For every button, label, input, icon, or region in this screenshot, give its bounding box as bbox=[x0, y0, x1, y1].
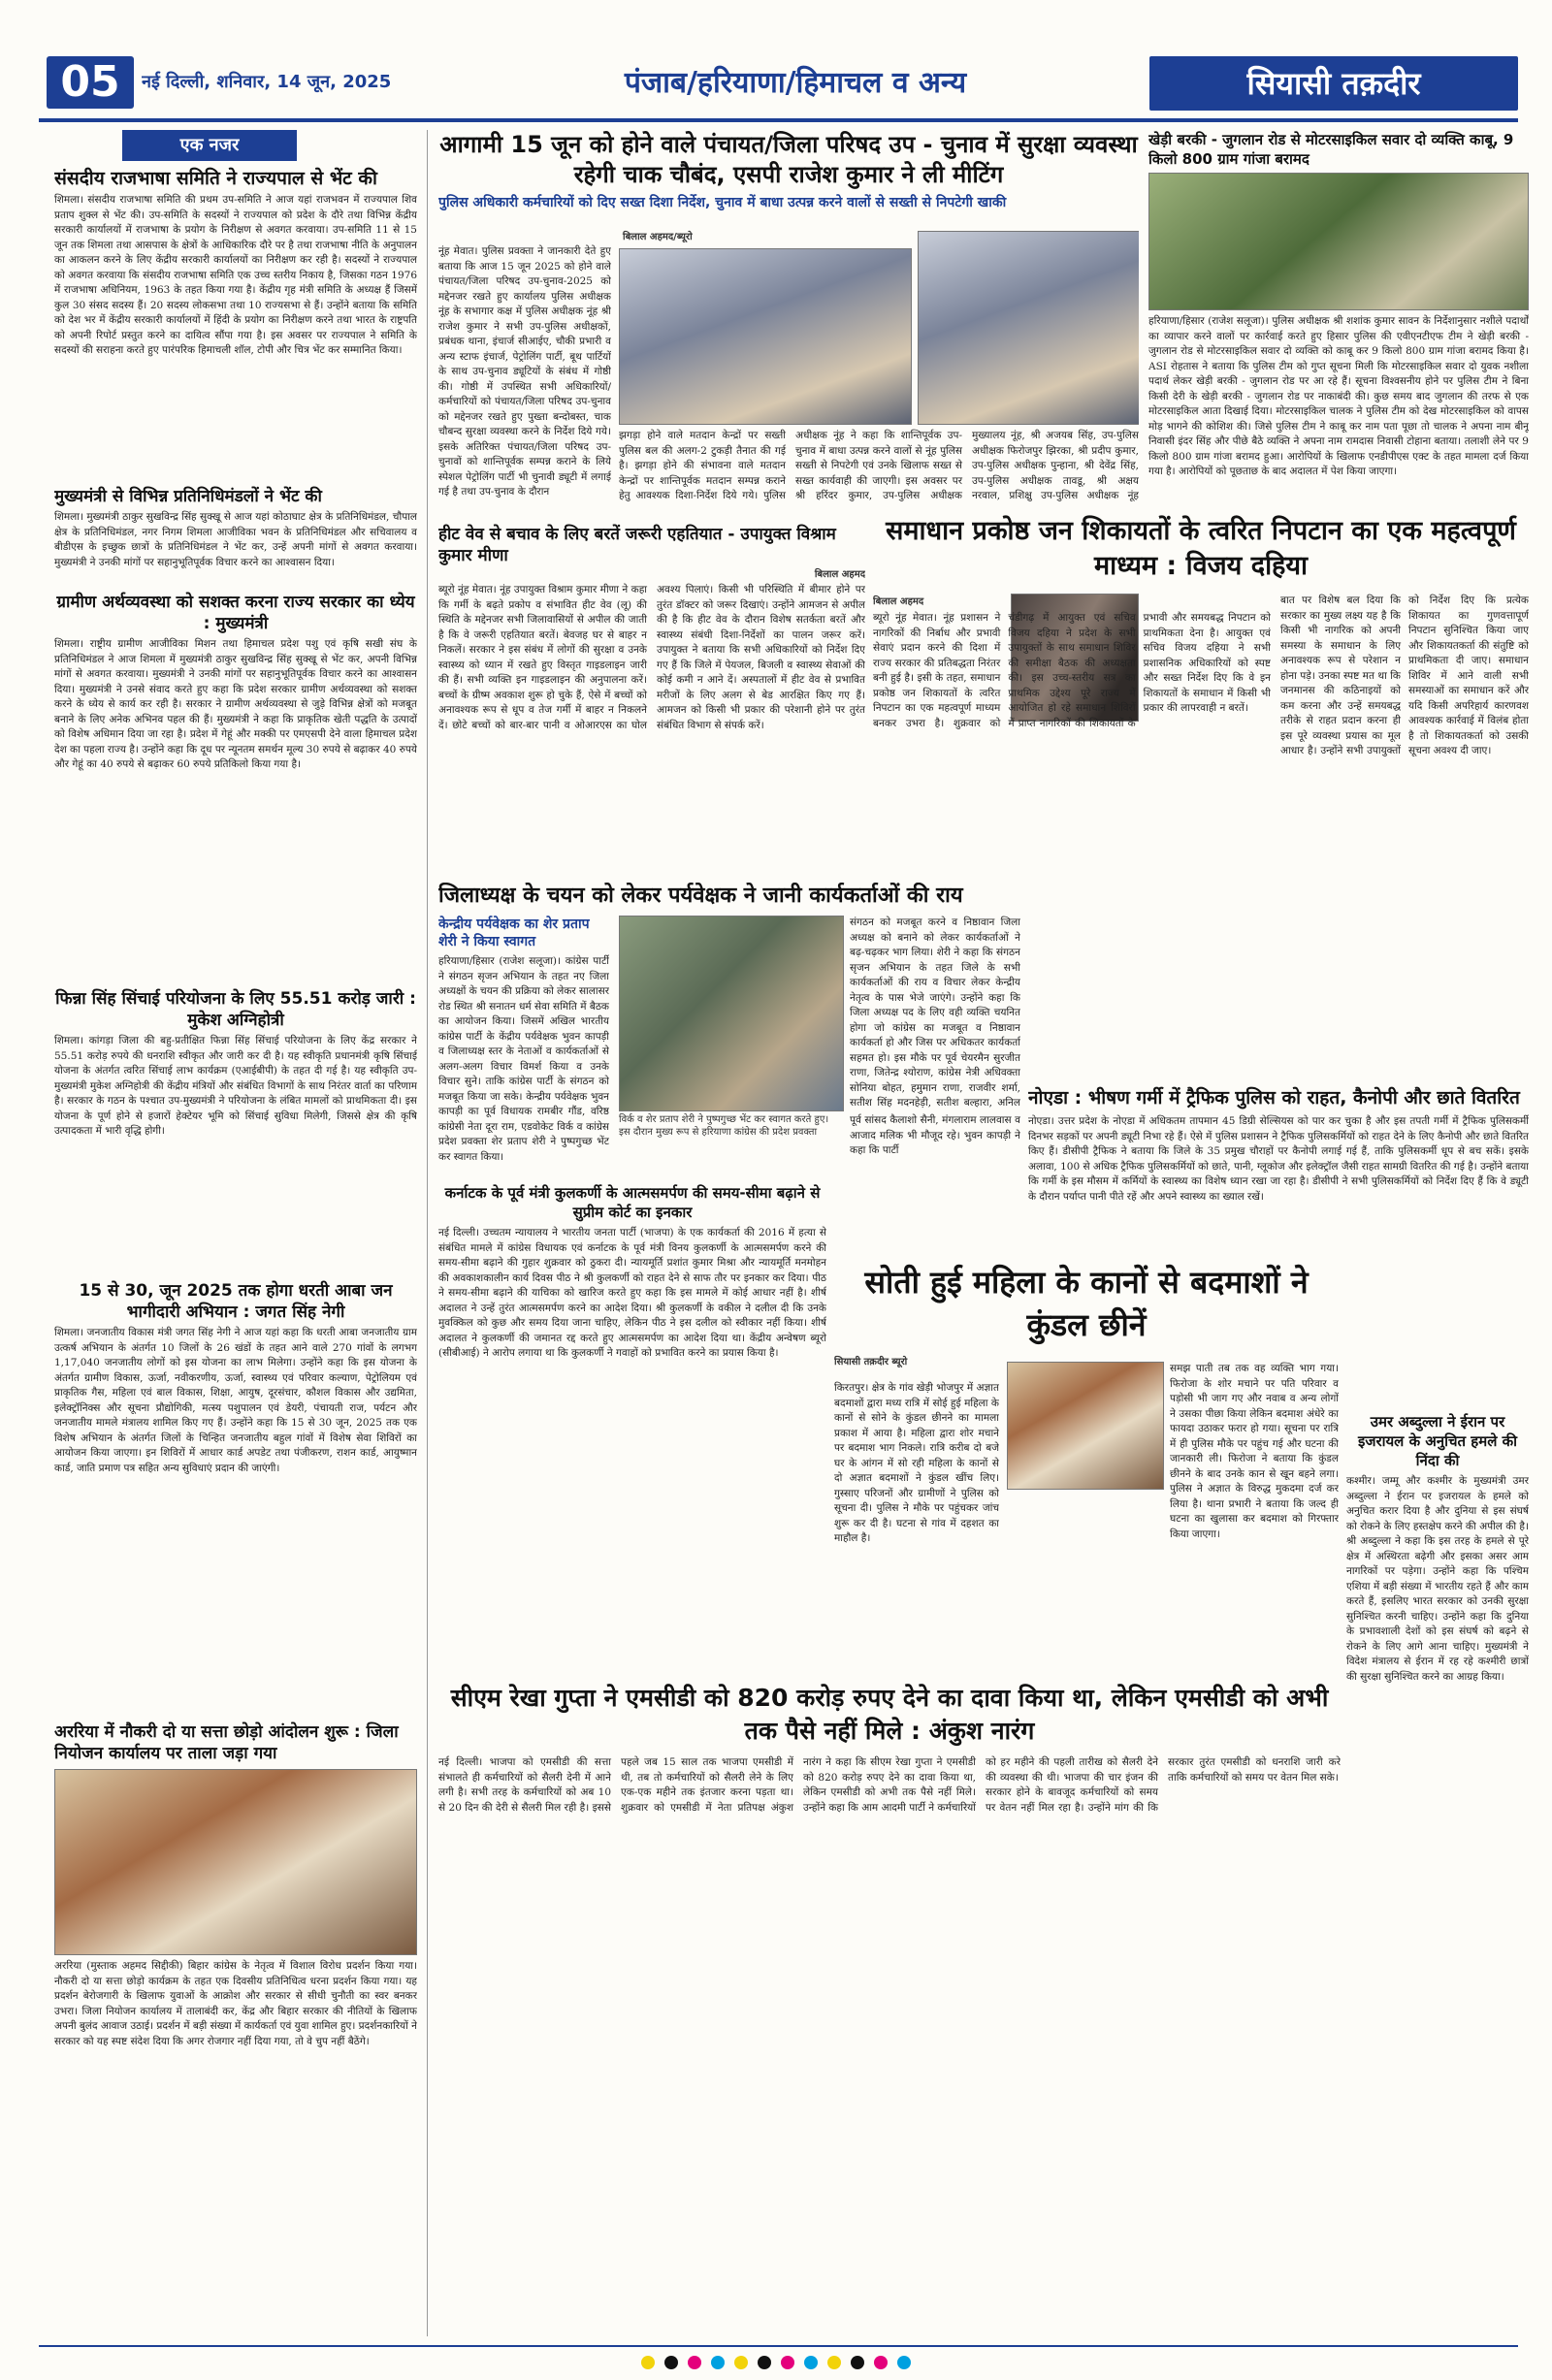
rekha-body: नई दिल्ली। भाजपा को एमसीडी की सत्ता संभालते ही कर्मचारियों को सैलरी देनी में आने लगी है। सभी तरह के कर्मचारियों को अब 10 से 20 दिन की देरी से सैलरी मिल रही है। इससे पहले जब 15 साल तक भाजपा एमसीडी में थी, तब तो कर्मचारियों को सैलरी लेने के लिए एक-एक महीने तक इंतजार करना पड़ता था। शुक्रवार को एमसीडी में नेता प्रतिपक्ष अंकुश नारंग ने कहा कि सीएम रेखा गुप्ता ने एमसीडी को 820 करोड़ रुपए देने का दावा किया था, लेकिन एमसीडी को अभी तक पैसे नहीं मिले। उन्होंने कहा कि आम आदमी पार्टी ने कर्मचारियों को हर महीने की पहली तारीख को सैलरी देने की व्यवस्था की थी। भाजपा की चार इंजन की सरकार होने के बावजूद कर्मचारियों को समय पर वेतन नहीं मिल रहा है। उन्होंने मांग की कि सरकार तुरंत एमसीडी को धनराशि जारी करे ताकि कर्मचारियों को समय पर वेतन मिल सके। bbox=[438, 1756, 1341, 1814]
umar-story bbox=[1346, 1412, 1529, 1936]
jila-story bbox=[438, 883, 1020, 1174]
noida-body: नोएडा। उत्तर प्रदेश के नोएडा में अधिकतम तापमान 45 डिग्री सेल्सियस को पार कर चुका है और इस तपती गर्मी में ट्रैफिक पुलिसकर्मी दिनभर सड़कों पर अपनी ड्यूटी निभा रहे हैं। ऐसे में पुलिस प्रशासन ने ट्रैफिक पुलिसकर्मियों को राहत देने के लिए कैनोपी और छाते वितरित किए हैं। डीसीपी ट्रैफिक ने बताया कि जिले के 35 प्रमुख चौराहों पर कैनोपी लगाई गई हैं, ताकि पुलिसकर्मी धूप से बच सकें। इसके अलावा, 100 से अधिक ट्रैफिक पुलिसकर्मियों को छाते, पानी, ग्लूकोज और इलेक्ट्रॉल जैसी राहत सामग्री वितरित की गई है। उन्होंने बताया कि गर्मी के इस मौसम में कर्मियों के स्वास्थ्य का विशेष ध्यान रखा जा रहा है। डीसीपी ने सभी पुलिसकर्मियों को निर्देश दिए हैं कि वे ड्यूटी के दौरान पर्याप्त पानी पीते रहें और अपने स्वास्थ्य का ख्याल रखें। bbox=[1028, 1115, 1529, 1203]
karnataka-headline: कर्नाटक के पूर्व मंत्री कुलकर्णी के आत्मसमर्पण की समय-सीमा बढ़ाने से सुप्रीम कोर्ट का इनकार bbox=[444, 1184, 821, 1221]
drug-seizure-photo bbox=[1148, 173, 1529, 310]
kundal-body-2: समझ पाती तब तक वह व्यक्ति भाग गया। फिरोजा के शोर मचाने पर पति परिवार व पड़ोसी भी जाग गए और नवाब व अन्य लोगों ने उसका पीछा किया लेकिन बदमाश अंधेरे का फायदा उठाकर फरार हो गया। सूचना पर रात्रि में ही पुलिस मौके पर पहुंच गई और घटना की जानकारी ली। फिरोजा ने बताया कि कुंडल छीनने के बाद उनके कान से खून बहने लगा। पुलिस ने अज्ञात के विरुद्ध मुकदमा दर्ज कर लिया है। थाना प्रभारी ने बताया कि जल्द ही घटना का खुलासा कर बदमाश को गिरफ्तार किया जाएगा। bbox=[1170, 1363, 1339, 1540]
kundal-story bbox=[834, 1261, 1339, 1668]
story-rajbhasha: शिमला। संसदीय राजभाषा समिति की प्रथम उप-समिति ने आज यहां राजभवन में राज्यपाल शिव प्रताप शुक्ल से भेंट की। उप-समिति के सदस्यों ने राज्यपाल को प्रदेश के दौरे तथा विभिन्न केंद्रीय सरकारी कार्यालयों में राजभाषा के प्रयोग के निरीक्षण से अवगत करवाया। उप-समिति 11 से 15 जून तक शिमला तथा आसपास के क्षेत्रों के आधिकारिक दौरे पर है तथा राजभाषा नीति के अनुपालन का आकलन करने के लिए केंद्रीय सरकारी कार्यालयों का निरीक्षण कर रही है। सदस्यों ने राज्यपाल को अवगत करवाया कि संसदीय राजभाषा समिति एक उच्च स्तरीय निकाय है, जिसका गठन 1976 में राजभाषा अधिनियम, 1963 के तहत किया गया है। केंद्रीय गृह मंत्री समिति के अध्यक्ष हैं जिसमें कुल 30 संसद सदस्य हैं। 20 सदस्य लोकसभा तथा 10 राज्यसभा से हैं। उन्होंने बताया कि समिति को देश भर में केंद्रीय सरकारी कार्यालयों में हिंदी के प्रयोग का निरीक्षण करने तथा भारत के राष्ट्रपति को अपनी रिपोर्ट प्रस्तुत करने का दायित्व सौंपा गया है। इस अवसर पर राज्यपाल ने समिति के सदस्यों की सराहना करते हुए पारंपरिक हिमाचली शॉल, टोपी और चित्र भेंट कर सम्मानित किया। bbox=[54, 194, 417, 356]
heatwave-headline: हीट वेव से बचाव के लिए बरतें जरूरी एहतियात - उपायुक्त विश्राम कुमार मीणा bbox=[438, 525, 836, 565]
story-cm-delegations: शिमला। मुख्यमंत्री ठाकुर सुखविन्द्र सिंह सुक्खू से आज यहां कोठाघाट क्षेत्र के प्रतिनिधिमंडल, चौपाल क्षेत्र के प्रतिनिधिमंडल, नगर निगम शिमला आजीविका भवन के प्रतिनिधिमंडल और सचिवालय व बीडीएस के इच्छुक छात्रों के प्रतिनिधिमंडल ने भेंट कर, उन्हें अपनी मांगों से अवगत करवाया। मुख्यमंत्री ने उनकी मांगों पर सहानुभूतिपूर्वक विचार करने का आश्वासन दिया। bbox=[54, 511, 417, 568]
headline-finna-singh: फिन्ना सिंह सिंचाई परियोजना के लिए 55.51 करोड़ जारी : मुकेश अग्निहोत्री bbox=[55, 989, 416, 1030]
left-column bbox=[54, 130, 417, 2336]
print-registration-marks bbox=[155, 2353, 1397, 2372]
victim-photo bbox=[1007, 1362, 1164, 1490]
vijay-body-2: बात पर विशेष बल दिया कि सरकार का मुख्य लक्ष्य यह है कि किसी भी नागरिक को अपनी समस्या के समाधान के लिए अनावश्यक रूप से परेशान न होना पड़े। उनका स्पष्ट मत था कि जनमानस की कठिनाइयों को कम करना और उन्हें समयबद्ध तरीके से राहत प्रदान करना ही इस पूरे व्यवस्था प्रयास का मूल आधार है। उन्होंने सभी उपायुक्तों को निर्देश दिए कि प्रत्येक शिकायत का गुणवत्तापूर्ण निपटान सुनिश्चित किया जाए और शिकायतकर्ता की संतुष्टि को प्राथमिकता दी जाए। समाधान शिविर में आने वाली सभी समस्याओं का समाधान करें और यदि किसी अपरिहार्य कारणवश आवश्यक कार्रवाई में विलंब होता है तो शिकायतकर्ता को उसकी सूचना अवश्य दी जाए। bbox=[1280, 595, 1529, 756]
police-meeting-photo bbox=[619, 248, 912, 425]
kundal-headline: सोती हुई महिला के कानों से बदमाशों ने कुंडल छीनें bbox=[864, 1264, 1309, 1343]
story-rural-economy: शिमला। राष्ट्रीय ग्रामीण आजीविका मिशन तथा हिमाचल प्रदेश पशु एवं कृषि सखी संघ के प्रतिनिधिमंडल ने आज शिमला में मुख्यमंत्री ठाकुर सुखविन्द्र सिंह सुक्खू से भेंट कर, अपनी विभिन्न मांगों से अवगत करवाया। मुख्यमंत्री ने उनकी मांगों पर सहानुभूतिपूर्वक विचार करने का आश्वासन दिया। मुख्यमंत्री ने उनसे संवाद करते हुए कहा कि प्रदेश सरकार ग्रामीण अर्थव्यवस्था को सशक्त करने के ध्येय से कार्य कर रही है। सरकार ने ग्रामीण अर्थव्यवस्था से जुड़े विभिन्न क्षेत्रों को मजबूत बनाने के लिए अनेक अभिनव पहल की हैं। मुख्यमंत्री ने कहा कि प्राकृतिक खेती पद्धति के उत्पादों को विशेष अधिमान दिया जा रहा है। प्रदेश में गेहूं और मक्की पर एमएसपी देने वाला हिमाचल प्रदेश देश का पहला राज्य है। उन्होंने कहा कि दूध पर न्यूनतम समर्थन मूल्य 30 रुपये से बढ़ाकर 40 रुपये और गेहूं का 40 रुपये से बढ़ाकर 60 रुपये प्रतिकिलो किया गया है। bbox=[54, 638, 417, 770]
umar-headline: उमर अब्दुल्ला ने ईरान पर इजरायल के अनुचित हमले की निंदा की bbox=[1357, 1413, 1518, 1469]
jila-headline: जिलाध्यक्ष के चयन को लेकर पर्यवेक्षक ने जानी कार्यकर्ताओं की राय bbox=[438, 884, 963, 908]
vijay-headline: समाधान प्रकोष्ठ जन शिकायतों के त्वरित निपटान का एक महत्वपूर्ण माध्यम : विजय दहिया bbox=[886, 516, 1516, 581]
kundal-body: किरतपुर। क्षेत्र के गांव खेड़ी भोजपुर में अज्ञात बदमाशों द्वारा मध्य रात्रि में सोई हुई महिला के कानों से सोने के कुंडल छीनने का मामला प्रकाश में आया है। महिला द्वारा शोर मचाने पर बदमाश भाग निकले। रात्रि करीब दो बजे घर के आंगन में सो रही महिला के कानों से दो अज्ञात बदमाशों ने कुंडल खींच लिए। गुस्साए परिजनों और ग्रामीणों ने पुलिस को सूचना दी। पुलिस ने मौके पर पहुंचकर जांच शुरू कर दी है। घटना से गांव में दहशत का माहौल है। bbox=[834, 1382, 999, 1544]
section-title: पंजाब/हरियाणा/हिमाचल व अन्य bbox=[624, 66, 967, 100]
congress-welcome-photo bbox=[619, 916, 844, 1111]
noida-headline: नोएडा : भीषण गर्मी में ट्रैफिक पुलिस को राहत, कैनोपी और छाते वितरित bbox=[1028, 1087, 1520, 1109]
registration-dot bbox=[897, 2356, 911, 2369]
lead-headline: आगामी 15 जून को होने वाले पंचायत/जिला परिषद उप - चुनाव में सुरक्षा व्यवस्था रहेगी चाक चौबंद, एसपी राजेश कुमार ने ली मीटिंग bbox=[439, 131, 1138, 188]
story-dharti-aaba: शिमला। जनजातीय विकास मंत्री जगत सिंह नेगी ने आज यहां कहा कि धरती आबा जनजातीय ग्राम उत्कर्ष अभियान के अंतर्गत 10 जिलों के 26 खंडों के तहत आने वाले 270 गांवों के लगभग 1,17,040 जनजातीय लोगों को इस योजना का लाभ मिलेगा। उन्होंने कहा कि इस योजना के अंतर्गत ग्रामीण विकास, ऊर्जा, नवीकरणीय, ऊर्जा, स्वास्थ्य एवं परिवार कल्याण, पेट्रोलियम एवं प्राकृतिक गैस, महिला एवं बाल विकास, शिक्षा, आयुष, दूरसंचार, कौशल विकास और उद्यमिता, इलेक्ट्रॉनिक्स और सूचना प्रौद्योगिकी, मत्स्य पशुपालन एवं डेयरी, पंचायती राज, पर्यटन और जनजातीय मामले मंत्रालय शामिल किए गए हैं। उन्होंने कहा कि 15 से 30 जून, 2025 तक एक विशेष अभियान के अंतर्गत जिलों के चिन्हित जनजातीय बहुल गांवों में विशेष सेवा शिविरों का आयोजन किया जाएगा। इन शिविरों में आधार कार्ड अपडेट तथा पंजीकरण, राशन कार्ड, आयुष्मान कार्ड, जाति प्रमाण पत्र सहित अन्य सुविधाएं प्रदान की जाएंगी। bbox=[54, 1327, 417, 1474]
dateline: नई दिल्ली, शनिवार, 14 जून, 2025 bbox=[142, 72, 392, 92]
headline-rural-economy: ग्रामीण अर्थव्यवस्था को सशक्त करना राज्य सरकार का ध्येय : मुख्यमंत्री bbox=[56, 593, 415, 633]
header-rule bbox=[39, 118, 1518, 122]
headline-dharti-aaba: 15 से 30, जून 2025 तक होगा धरती आबा जन भागीदारी अभियान : जगत सिंह नेगी bbox=[79, 1281, 393, 1322]
araria-protest-photo bbox=[54, 1769, 417, 1955]
lead-story bbox=[438, 130, 1139, 518]
registration-dot bbox=[851, 2356, 864, 2369]
headline-cm-delegations: मुख्यमंत्री से विभिन्न प्रतिनिधिमंडलों ने भेंट की bbox=[54, 487, 322, 506]
heatwave-body: ब्यूरो नूंह मेवात। नूंह उपायुक्त विश्राम कुमार मीणा ने कहा कि गर्मी के बढ़ते प्रकोप व संभावित हीट वेव (लू) की स्थिति के मद्देनजर सभी जिलावासियों से अपील की जाती है कि वे जरूरी एहतियात बरतें। बेवजह घर से बाहर न निकलें। सरकार ने इस संबंध में लोगों की सुरक्षा व उनके स्वास्थ्य को ध्यान में रखते हुए विस्तृत गाइडलाइन जारी की हैं। सभी व्यक्ति इन गाइडलाइन की अनुपालना करें। बच्चों के ग्रीष्म अवकाश शुरू हो चुके हैं, ऐसे में बच्चों को अनावश्यक रूप से धूप व तेज गर्मी में बाहर न निकलने दें। छोटे बच्चों को बार-बार पानी व ओआरएस का घोल अवश्य पिलाएं। किसी भी परिस्थिति में बीमार होने पर तुरंत डॉक्टर को जरूर दिखाएं। उन्होंने आमजन से अपील की है कि हीट वेव के दौरान विशेष सतर्कता बरतें और स्वास्थ्य संबंधी दिशा-निर्देशों का पालन जरूर करें। उपायुक्त ने बताया कि सभी अधिकारियों को निर्देश दिए गए हैं कि जिले में पेयजल, बिजली व स्वास्थ्य सेवाओं की कोई कमी न आने दें। अस्पतालों में हीट वेव से प्रभावित मरीजों के लिए अलग से बेड आरक्षित किए गए हैं। आमजन को किसी भी प्रकार की परेशानी होने पर तुरंत संबंधित विभाग से संपर्क करें। bbox=[438, 584, 865, 731]
jila-subhead: केन्द्रीय पर्यवेक्षक का शेर प्रताप शेरी ने किया स्वागत bbox=[438, 917, 590, 949]
registration-dot bbox=[804, 2356, 818, 2369]
karnataka-body: नई दिल्ली। उच्चतम न्यायालय ने भारतीय जनता पार्टी (भाजपा) के एक कार्यकर्ता की 2016 में हत्या से संबंधित मामले में कांग्रेस विधायक एवं कर्नाटक के पूर्व मंत्री विनय कुलकर्णी के आत्मसमर्पण करने की समय-सीमा बढ़ाने की गुहार शुक्रवार को ठुकरा दी। न्यायमूर्ति प्रशांत कुमार मिश्रा और न्यायमूर्ति मनमोहन की अवकाशकालीन कार्य दिवस पीठ ने श्री कुलकर्णी को राहत देने से साफ तौर पर इनकार कर दिया। पीठ ने समय-सीमा बढ़ाने की याचिका को खारिज करते हुए कहा कि इस मामले में कोई आधार नहीं है। शीर्ष अदालत ने उन्हें तुरंत आत्मसमर्पण करने का आदेश दिया। श्री कुलकर्णी के वकील ने दलील दी कि उनके मुवक्किल को कुछ और समय दिया जाना चाहिए, लेकिन पीठ ने इस दलील को स्वीकार नहीं किया। शीर्ष अदालत ने कुलकर्णी की जमानत रद्द करते हुए आत्मसमर्पण का आदेश दिया था। केंद्रीय अन्वेषण ब्यूरो (सीबीआई) ने आरोप लगाया था कि कुलकर्णी ने गवाहों को प्रभावित करने का प्रयास किया है। bbox=[438, 1227, 826, 1359]
registration-dot bbox=[664, 2356, 678, 2369]
headline-rajbhasha: संसदीय राजभाषा समिति ने राज्यपाल से भेंट की bbox=[54, 168, 377, 189]
rekha-headline: सीएम रेखा गुप्ता ने एमसीडी को 820 करोड़ रुपए देने का दावा किया था, लेकिन एमसीडी को अभी तक पैसे नहीं मिले : अंकुश नारंग bbox=[450, 1684, 1329, 1745]
kundal-byline: सियासी तक़दीर ब्यूरो bbox=[834, 1357, 908, 1367]
headline-araria: अररिया में नौकरी दो या सत्ता छोड़ो आंदोलन शुरू : जिला नियोजन कार्यालय पर ताला जड़ा गया bbox=[54, 1722, 399, 1763]
lead-byline: बिलाल अहमद/ब्यूरो bbox=[623, 232, 693, 242]
registration-dot bbox=[827, 2356, 841, 2369]
heatwave-story bbox=[438, 524, 865, 873]
ek-nazar-tag: एक नजर bbox=[122, 130, 297, 161]
story-finna-singh: शिमला। कांगड़ा जिला की बहु-प्रतीक्षित फिन्ना सिंह सिंचाई परियोजना के लिए केंद्र सरकार ने 55.51 करोड़ रुपये की धनराशि स्वीकृत और जारी कर दी है। यह स्वीकृति प्रधानमंत्री कृषि सिंचाई योजना के अंतर्गत त्वरित सिंचाई लाभ कार्यक्रम (एआईबीपी) के तहत दी गई है। यह स्वीकृति उप-मुख्यमंत्री मुकेश अग्निहोत्री की केंद्रीय मंत्रियों और संबंधित विभागों के साथ निरंतर वार्ता का परिणाम है। सरकार के गठन के पश्चात उप-मुख्यमंत्री ने परियोजना के लंबित मामलों को प्राथमिकता दी। इस योजना के पूर्ण होने से हजारों हेक्टेयर भूमि को सिंचाई सुविधा मिलेगी, जिससे क्षेत्र की कृषि उत्पादकता में भारी वृद्धि होगी। bbox=[54, 1035, 417, 1137]
drug-seizure-story bbox=[1148, 130, 1529, 537]
registration-dot bbox=[688, 2356, 701, 2369]
registration-dot bbox=[758, 2356, 771, 2369]
police-meeting-photo-2 bbox=[918, 231, 1139, 425]
registration-dot bbox=[734, 2356, 748, 2369]
footer-rule bbox=[39, 2345, 1518, 2347]
registration-dot bbox=[874, 2356, 888, 2369]
page-number: 05 bbox=[47, 56, 134, 109]
jila-body: हरियाणा/हिसार (राजेश सलूजा)। कांग्रेस पार्टी ने संगठन सृजन अभियान के तहत नए जिला अध्यक्षों के चयन की प्रक्रिया को लेकर सालासर रोड स्थित श्री सनातन धर्म सेवा समिति में बैठक का आयोजन किया। जिसमें अखिल भारतीय कांग्रेस पार्टी के केंद्रीय पर्यवेक्षक भुवन कापड़ी व जिलाध्यक्ष स्तर के नेताओं व कार्यकर्ताओं से अलग-अलग विचार विमर्श किया व उनके विचार सुने। ताकि कांग्रेस पार्टी के संगठन को मजबूत किया जा सके। केन्द्रीय पर्यवेक्षक भुवन कापड़ी का पूर्व विधायक रामबीर गौंड, वरिष्ठ कांग्रेसी नेता दूरा राम, एडवोकेट विर्क व कांग्रेस प्रदेश प्रवक्ता शेर प्रताप शेरी ने पुष्पगुच्छ भेंट कर स्वागत किया। bbox=[438, 955, 609, 1163]
vijay-byline: बिलाल अहमद bbox=[873, 596, 924, 607]
registration-dot bbox=[711, 2356, 725, 2369]
vijay-body: ब्यूरो नूंह मेवात। नूंह प्रशासन ने नागरिकों की निर्बाध और प्रभावी सेवाएं प्रदान करने की दिशा में राज्य सरकार की प्रतिबद्धता निरंतर बनी हुई है। इसी के तहत, समाधान प्रकोष्ठ जन शिकायतों के त्वरित निपटान का एक महत्वपूर्ण माध्यम बनकर उभरा है। शुक्रवार को चंडीगढ़ में आयुक्त एवं सचिव विजय दहिया ने प्रदेश के सभी उपायुक्तों के साथ समाधान शिविर की समीक्षा बैठक की अध्यक्षता की। इस उच्च-स्तरीय सत्र का प्राथमिक उद्देश्य पूरे राज्य में आयोजित हो रहे समाधान शिविरों में प्राप्त नागरिकों की शिकायतों के प्रभावी और समयबद्ध निपटान को प्राथमिकता देना है। आयुक्त एवं सचिव विजय दहिया ने सभी प्रशासनिक अधिकारियों को स्पष्ट और सख्त निर्देश दिए कि वे इन शिकायतों के समाधान में किसी भी प्रकार की लापरवाही न बरतें। bbox=[873, 612, 1271, 729]
jila-body-2: संगठन को मजबूत करने व निष्ठावान जिला अध्यक्ष को बनाने को लेकर कार्यकर्ताओं ने बढ़-चढ़कर भाग लिया। शेरी ने कहा कि संगठन सृजन अभियान के तहत जिले के सभी कार्यकर्ताओं की राय व विचार लेकर केन्द्रीय नेतृत्व के पास भेजे जाएंगे। उन्होंने कहा कि जिला अध्यक्ष पद के लिए वही व्यक्ति चयनित होगा जो कांग्रेस का मजबूत व निष्ठावान कार्यकर्ता हो और जिस पर अधिकतर कार्यकर्ता सहमत हो। इस मौके पर पूर्व चेयरमैन सुरजीत राणा, जितेन्द्र श्योराण, कांग्रेस नेत्री अधिवक्ता सोनिया बोहत, हमुमान राणा, राजवीर शर्मा, सतीश सिंह मदनहेड़ी, सतीश बल्हारा, अनिल bbox=[850, 917, 1020, 1109]
column-rule bbox=[427, 130, 428, 2336]
registration-dot bbox=[781, 2356, 794, 2369]
lead-subhead: पुलिस अधिकारी कर्मचारियों को दिए सख्त दिशा निर्देश, चुनाव में बाधा उत्पन्न करने वालों से सख्ती से निपटेगी खाकी bbox=[438, 195, 1007, 210]
drug-headline: खेड़ी बरकी - जुगलान रोड से मोटरसाइकिल सवार दो व्यक्ति काबू, 9 किलो 800 ग्राम गांजा बरामद bbox=[1148, 131, 1514, 168]
story-araria: अररिया (मुस्ताक अहमद सिद्दीकी) बिहार कांग्रेस के नेतृत्व में विशाल विरोध प्रदर्शन किया गया। नौकरी दो या सत्ता छोड़ो कार्यक्रम के तहत एक दिवसीय प्रतिनिधित्व धरना प्रदर्शन किया गया। यह प्रदर्शन बेरोजगारी के खिलाफ युवाओं के आक्रोश और सरकार से सीधी चुनौती का स्वर बनकर उभरा। जिला नियोजन कार्यालय में तालाबंदी कर, केंद्र और बिहार सरकार की नीतियों के खिलाफ अपनी बुलंद आवाज उठाई। प्रदर्शन में बड़ी संख्या में कार्यकर्ता एवं युवा शामिल हुए। प्रदर्शनकारियों ने सरकार को यह स्पष्ट संदेश दिया कि अगर रोजगार नहीं दिया गया, तो वे चुप नहीं बैठेंगे। bbox=[54, 1960, 417, 2047]
umar-body: कश्मीर। जम्मू और कश्मीर के मुख्यमंत्री उमर अब्दुल्ला ने ईरान पर इजरायल के हमले को अनुचित करार दिया है और दुनिया से इस संघर्ष को रोकने के लिए हस्तक्षेप करने की अपील की है। श्री अब्दुल्ला ने कहा कि इस तरह के हमले से पूरे क्षेत्र में अस्थिरता बढ़ेगी और इसका असर आम नागरिकों पर पड़ेगा। उन्होंने कहा कि पश्चिम एशिया में बड़ी संख्या में भारतीय रहते हैं और काम करते हैं, इसलिए भारत सरकार को उनकी सुरक्षा सुनिश्चित करनी चाहिए। उन्होंने कहा कि दुनिया के प्रभावशाली देशों को इस संघर्ष को बढ़ने से रोकने के लिए आगे आना चाहिए। मुख्यमंत्री ने विदेश मंत्रालय से ईरान में रह रहे कश्मीरी छात्रों की सुरक्षा सुनिश्चित करने का आग्रह किया। bbox=[1346, 1475, 1529, 1683]
rekha-story bbox=[438, 1682, 1341, 1973]
registration-dot bbox=[641, 2356, 655, 2369]
jila-body-3: पूर्व सांसद कैलाशो सैनी, मंगलाराम लालवास व आजाद मलिक भी मौजूद रहे। भुवन कापड़ी ने कहा कि पार्टी bbox=[850, 1114, 1020, 1156]
lead-body-2: झगड़ा होने वाले मतदान केन्द्रों पर सख्ती पुलिस बल की अलग-2 टुकड़ी तैनात की गई है। झगड़ा होने की संभावना वाले मतदान केन्द्रों पर शान्तिपूर्वक मतदान सम्पन्न कराने हेतु आवश्यक दिशा-निर्देश दिये गये। पुलिस अधीक्षक नूंह ने कहा कि शान्तिपूर्वक उप-चुनाव में बाधा उत्पन्न करने वालों से नूंह पुलिस सख्ती से निपटेगी एवं उनके खिलाफ सख्त से सख्त कार्यवाही की जाएगी। इस अवसर पर श्री हरिंदर कुमार, उप-पुलिस अधीक्षक मुख्यालय नूंह, श्री अजयब सिंह, उप-पुलिस अधीक्षक फिरोजपुर झिरका, श्री प्रदीप कुमार, उप-पुलिस अधीक्षक पुन्हाना, श्री देवेंद्र सिंह, उप-पुलिस अधीक्षक तावडू, श्री अक्षय नरवाल, प्रशिक्षु उप-पुलिस अधीक्षक नूंह bbox=[619, 430, 1139, 501]
heatwave-byline: बिलाल अहमद bbox=[814, 569, 865, 580]
jila-caption: विर्क व शेर प्रताप शेरी ने पुष्पगुच्छ भेंट कर स्वागत करते हुए। इस दौरान मुख्य रूप से हरियाणा कांग्रेस की प्रदेश प्रवक्ता bbox=[619, 1114, 829, 1138]
masthead: सियासी तक़दीर bbox=[1149, 56, 1518, 111]
drug-body: हरियाणा/हिसार (राजेश सलूजा)। पुलिस अधीक्षक श्री शशांक कुमार सावन के निर्देशानुसार नशीले पदार्थों का व्यापार करने वालों पर कार्रवाई करते हुए हिसार पुलिस की एवीएनटीएफ टीम ने खेड़ी बरकी - जुगलान रोड से मोटरसाइकिल सवार दो व्यक्ति को काबू कर 9 किलो 800 ग्राम गांजा बरामद किया है। ASI रोहतास ने बताया कि पुलिस टीम को गुप्त सूचना मिली कि मोटरसाइकिल सवार दो युवक नशीला पदार्थ लेकर खेड़ी बरकी - जुगलान रोड पर आ रहे हैं। सूचना विश्वसनीय होने पर पुलिस टीम ने बिना किसी देरी के खेड़ी बरकी - जुगलान रोड पर नाकाबंदी की। कुछ समय बाद जुगलान की तरफ से एक मोटरसाइकिल आता दिखाई दिया। मोटरसाइकिल चालक ने पुलिस टीम को देख मोटरसाइकिल को वापस मोड़ भागने की कोशिश की। जिसे पुलिस टीम ने काबू कर नाम पता पूछा तो चालक ने अपना नाम बीनू निवासी इंदर सिंह और पीछे बैठे व्यक्ति ने अपना नाम रामदास निवासी टोहाना बताया। तलाशी लेने पर 9 किलो 800 ग्राम गांजा बरामद हुआ। आरोपियों के खिलाफ एनडीपीएस एक्ट के तहत मामला दर्ज किया गया है। आरोपियों को पूछताछ के बाद अदालत में पेश किया जाएगा। bbox=[1148, 315, 1529, 477]
karnataka-story bbox=[438, 1183, 826, 1532]
lead-body-1: नूंह मेवात। पुलिस प्रवक्ता ने जानकारी देते हुए बताया कि आज 15 जून 2025 को होने वाले पंचायत/जिला परिषद उप-चुनाव-2025 को मद्देनजर रखते हुए कार्यालय पुलिस अधीक्षक नूंह के सभागार कक्ष में पुलिस अधीक्षक नूंह श्री राजेश कुमार ने सभी उप-पुलिस अधीक्षकों, प्रबंधक थाना, इंचार्ज सीआईए, चौकी प्रभारी व अन्य स्टाफ इंचार्ज, पेट्रोलिंग पार्टी, बूथ पार्टियों के साथ उप-चुनाव ड्यूटियों के संबंध में गोष्ठी की। गोष्ठी में उपस्थित सभी अधिकारियों/कर्मचारियों को पंचायत/जिला परिषद उप-चुनाव को मद्देनजर रखते हुए पुख्ता बन्दोबस्त, चाक चौबन्द सुरक्षा व्यवस्था करने के निर्देश दिये गये। इसके अतिरिक्त पंचायत/जिला परिषद उप-चुनावों को शान्तिपूर्वक सम्पन्न कराने के लिये स्पेशल पेट्रोलिंग पार्टी भी चुनावी ड्यूटी में लगाई गई है तथा उप-चुनाव के दौरान bbox=[438, 245, 611, 498]
